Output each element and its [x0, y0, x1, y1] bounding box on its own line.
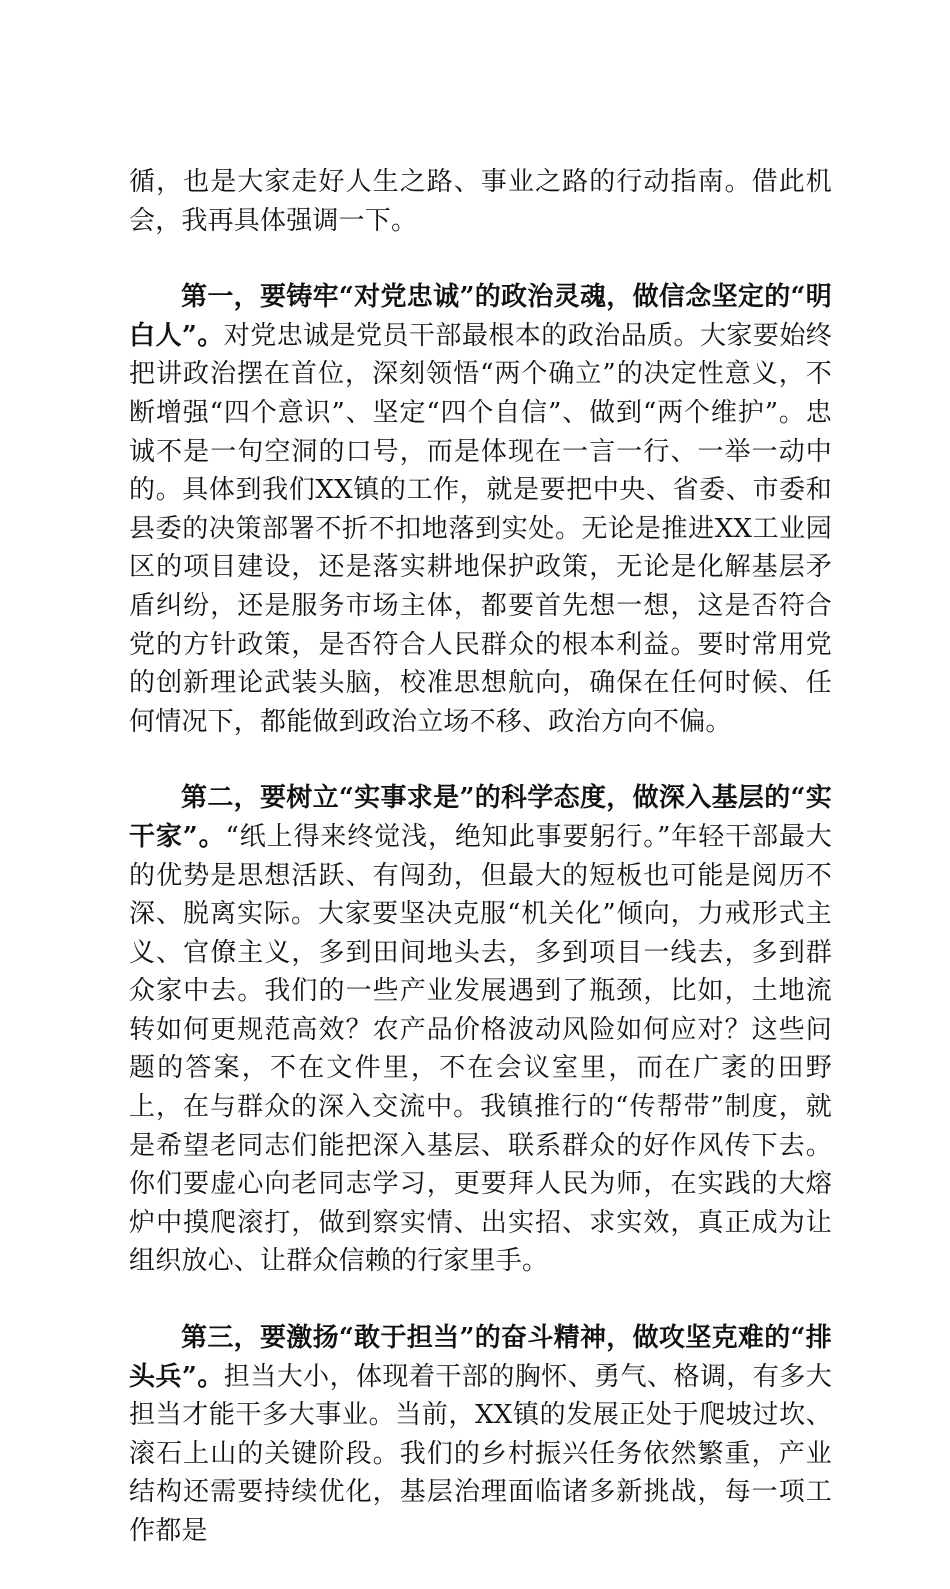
paragraph-point-one [129, 278, 832, 741]
paragraph-text: 担当大小，体现着干部的胸怀、勇气、格调，有多大担当才能干多大事业。当前，XX镇的发展正处于爬坡过坎、滚石上山的关键阶段。我们的乡村振兴任务依然繁重，产业结构还需要持续优化，基层治理面临诸多新挑战，每一项工作都是 [129, 1361, 832, 1546]
paragraph-heading: 第一，要铸牢“对党忠诚”的政治灵魂，做信念坚定的“明白人”。 [129, 282, 832, 351]
paragraph-text: “纸上得来终觉浅，绝知此事要躬行。”年轻干部最大的优势是思想活跃、有闯劲，但最大的短板也可能是阅历不深、脱离实际。大家要坚决克服“机关化”倾向，力戒形式主义、官僚主义，多到田间地头去，多到项目一线去，多到群众家中去。我们的一些产业发展遇到了瓶颈，比如，土地流转如何更规范高效？农产品价格波动风险如何应对？这些问题的答案，不在文件里，不在会议室里，而在广袤的田野上，在与群众的深入交流中。我镇推行的“传帮带”制度，就是希望老同志们能把深入基层、联系群众的好作风传下去。你们要虚心向老同志学习，更要拜人民为师，在实践的大熔炉中摸爬滚打，做到察实情、出实招、求实效，真正成为让组织放心、让群众信赖的行家里手。 [129, 821, 832, 1277]
paragraph-point-two [129, 779, 832, 1281]
paragraph-point-three [129, 1319, 832, 1551]
paragraph-text: 循，也是大家走好人生之路、事业之路的行动指南。借此机会，我再具体强调一下。 [129, 167, 832, 236]
paragraph-continuation [129, 163, 832, 240]
paragraph-heading: 第三，要激扬“敢于担当”的奋斗精神，做攻坚克难的“排头兵”。 [129, 1323, 832, 1392]
document-body [129, 163, 832, 1589]
paragraph-heading: 第二，要树立“实事求是”的科学态度，做深入基层的“实干家”。 [129, 783, 832, 852]
paragraph-text: 对党忠诚是党员干部最根本的政治品质。大家要始终把讲政治摆在首位，深刻领悟“两个确立”的决定性意义，不断增强“四个意识”、坚定“四个自信”、做到“两个维护”。忠诚不是一句空洞的口号，而是体现在一言一行、一举一动中的。具体到我们XX镇的工作，就是要把中央、省委、市委和县委的决策部署不折不扣地落到实处。无论是推进XX工业园区的项目建设，还是落实耕地保护政策，无论是化解基层矛盾纠纷，还是服务市场主体，都要首先想一想，这是否符合党的方针政策，是否符合人民群众的根本利益。要时常用党的创新理论武装头脑，校准思想航向，确保在任何时候、任何情况下，都能做到政治立场不移、政治方向不偏。 [129, 320, 832, 737]
